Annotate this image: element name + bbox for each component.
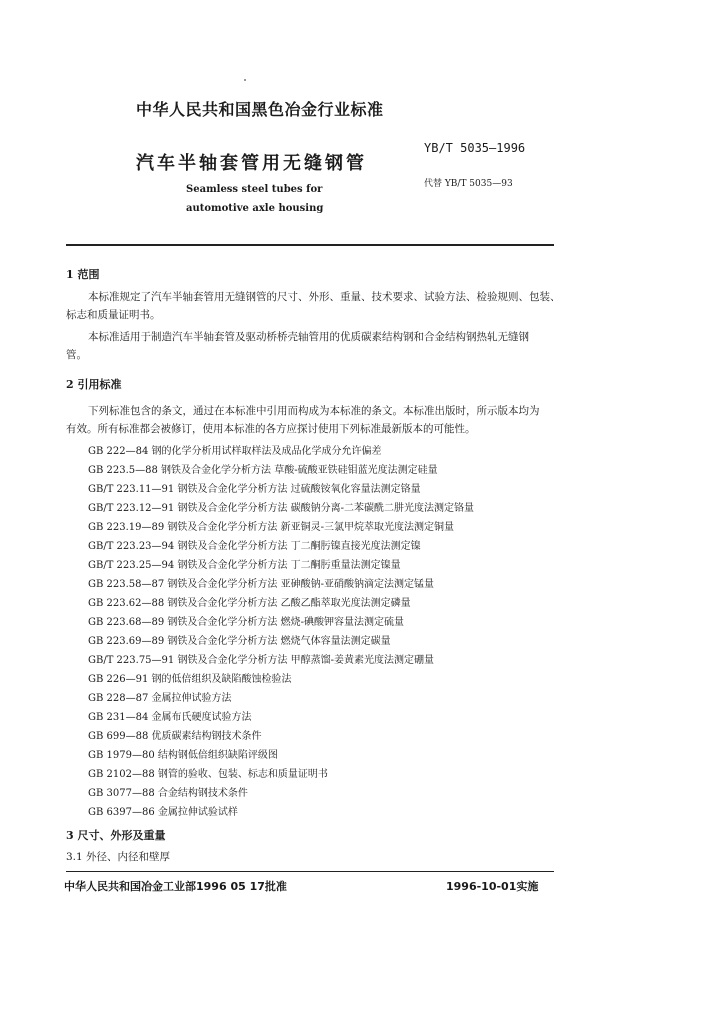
section-1-paragraph-2-line-1: 本标准适用于制造汽车半轴套管及驱动桥桥壳轴管用的优质碳素结构钢和合金结构钢热轧无缝钢 <box>88 331 529 343</box>
reference-item: GB/T 223.75—91 钢铁及合金化学分析方法 甲醇蒸馏-姜黄素光度法测定硼量 <box>88 655 435 666</box>
reference-item: GB 222—84 钢的化学分析用试样取样法及成品化学成分允许偏差 <box>88 446 382 457</box>
reference-item: GB 3077—88 合金结构钢技术条件 <box>88 788 248 799</box>
scan-speck <box>244 79 246 81</box>
section-2-paragraph-line-2: 有效。所有标准都会被修订，使用本标准的各方应探讨使用下列标准最新版本的可能性。 <box>66 423 476 435</box>
standard-number: YB/T 5035—1996 <box>424 141 526 155</box>
reference-item: GB 2102—88 钢管的验收、包装、标志和质量证明书 <box>88 769 328 780</box>
document-title-cn: 汽车半轴套管用无缝钢管 <box>136 153 367 174</box>
reference-item: GB 223.68—89 钢铁及合金化学分析方法 燃烧-碘酸钾容量法测定硫量 <box>88 617 404 628</box>
issuing-organization: 中华人民共和国黑色冶金行业标准 <box>136 100 384 119</box>
document-title-en-line2: automotive axle housing <box>186 203 324 214</box>
reference-item: GB 6397—86 金属拉伸试验试样 <box>88 807 238 818</box>
header-divider <box>66 244 554 246</box>
reference-item: GB 223.62—88 钢铁及合金化学分析方法 乙酸乙酯萃取光度法测定磷量 <box>88 598 411 609</box>
section-2-heading: 2 引用标准 <box>66 378 122 391</box>
section-1-paragraph-1-line-1: 本标准规定了汽车半轴套管用无缝钢管的尺寸、外形、重量、技术要求、试验方法、检验规则、包装、 <box>88 291 561 303</box>
reference-item: GB/T 223.12—91 钢铁及合金化学分析方法 碳酸钠分离-二苯碳酰二肼光度法测定铬量 <box>88 503 475 514</box>
reference-item: GB/T 223.23—94 钢铁及合金化学分析方法 丁二酮肟镍直接光度法测定镍 <box>88 541 421 552</box>
reference-item: GB 223.5—88 钢铁及合金化学分析方法 草酸-硫酸亚铁硅钼蓝光度法测定硅量 <box>88 465 438 476</box>
reference-item: GB 223.58—87 钢铁及合金化学分析方法 亚砷酸钠-亚硝酸钠滴定法测定锰量 <box>88 579 434 590</box>
implementation-date: 1996-10-01实施 <box>446 880 539 893</box>
section-1-paragraph-2-line-2: 管。 <box>66 349 87 361</box>
reference-item: GB 699—88 优质碳素结构钢技术条件 <box>88 731 262 742</box>
approval-line: 中华人民共和国冶金工业部1996 05 17批准 <box>64 880 287 893</box>
reference-item: GB 226—91 钢的低倍组织及缺陷酸蚀检验法 <box>88 674 292 685</box>
reference-item: GB 228—87 金属拉伸试验方法 <box>88 693 232 704</box>
section-1-heading: 1 范围 <box>66 268 100 281</box>
section-3-heading: 3 尺寸、外形及重量 <box>66 829 166 842</box>
reference-item: GB 223.69—89 钢铁及合金化学分析方法 燃烧气体容量法测定碳量 <box>88 636 391 647</box>
document-title-en-line1: Seamless steel tubes for <box>186 184 323 195</box>
section-2-paragraph-line-1: 下列标准包含的条文，通过在本标准中引用而构成为本标准的条文。本标准出版时，所示版本均为 <box>88 405 540 417</box>
section-1-paragraph-1-line-2: 标志和质量证明书。 <box>66 309 161 321</box>
reference-item: GB 223.19—89 钢铁及合金化学分析方法 新亚铜灵-三氯甲烷萃取光度法测定铜量 <box>88 522 454 533</box>
replaces-standard: 代替 YB/T 5035—93 <box>424 179 513 189</box>
reference-item: GB 1979—80 结构钢低倍组织缺陷评级图 <box>88 750 278 761</box>
reference-item: GB 231—84 金属布氏硬度试验方法 <box>88 712 252 723</box>
section-3-1-heading: 3.1 外径、内径和壁厚 <box>66 851 171 863</box>
reference-item: GB/T 223.25—94 钢铁及合金化学分析方法 丁二酮肟重量法测定镍量 <box>88 560 401 571</box>
reference-item: GB/T 223.11—91 钢铁及合金化学分析方法 过硫酸铵氧化容量法测定铬量 <box>88 484 421 495</box>
footer-divider <box>66 871 554 872</box>
